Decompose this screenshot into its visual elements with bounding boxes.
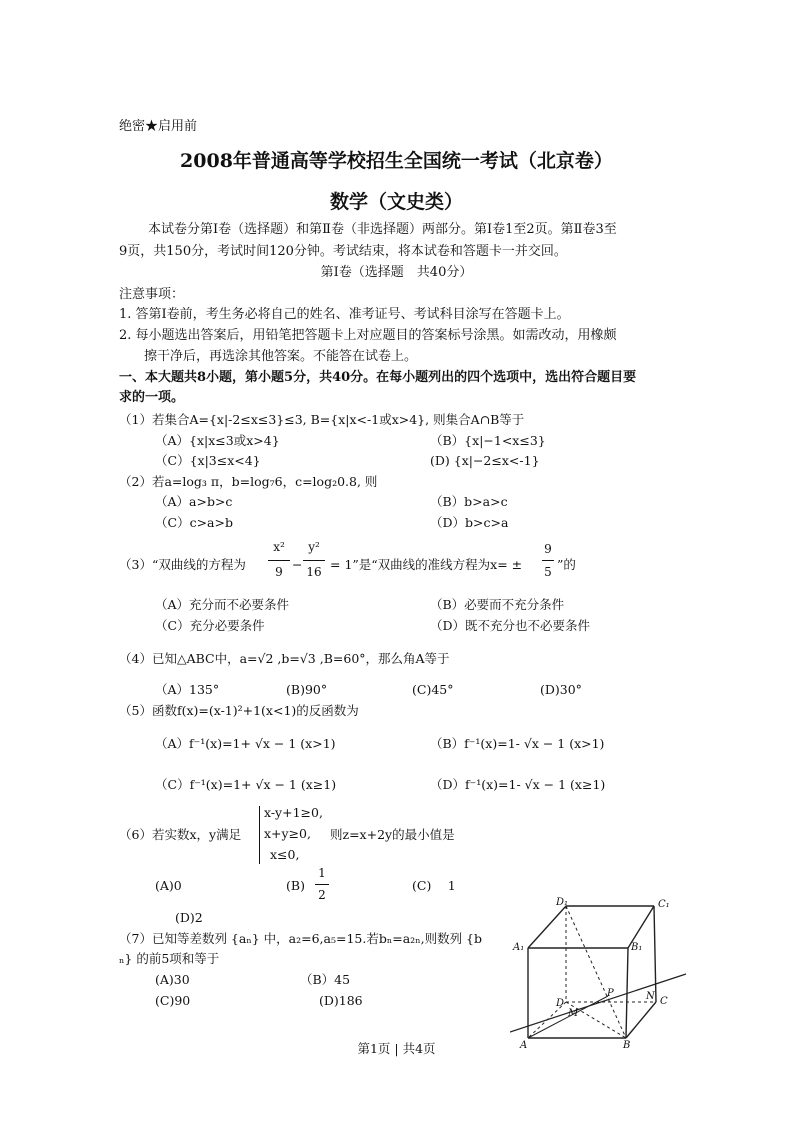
label-b: B	[623, 1040, 631, 1051]
q3-option-b: （B）必要而不充分条件	[430, 597, 565, 612]
q6-option-a: (A)0	[155, 878, 182, 893]
notice-item-1: 1. 答第Ⅰ卷前，考生务必将自己的姓名、准考证号、考试科目涂写在答题卡上。	[119, 307, 570, 322]
intro-line-1: 本试卷分第Ⅰ卷（选择题）和第Ⅱ卷（非选择题）两部分。第Ⅰ卷1至2页。第Ⅱ卷3至	[148, 222, 617, 237]
label-d1: D₁	[556, 897, 569, 908]
edge-c1c	[654, 906, 656, 1002]
q3-frac2-bar	[303, 560, 325, 561]
q3-frac3-num: 9	[544, 542, 552, 556]
q5-option-b: （B）f⁻¹(x)=1- √x − 1 (x>1)	[430, 736, 605, 751]
q6-b-frac-bar	[315, 884, 329, 885]
q1-stem: （1）若集合A={x|-2≤x≤3}≤3, B={x|x<-1或x>4}, 则集合A∩B等于	[119, 412, 525, 427]
label-a: A	[520, 1040, 528, 1051]
label-b1: B₁	[631, 942, 643, 953]
q6-option-c: (C) 1	[412, 878, 456, 893]
q6-constraint-1: x-y+1≥0,	[264, 805, 323, 820]
q3-frac1-den: 9	[275, 565, 283, 579]
q3-option-a: （A）充分而不必要条件	[155, 597, 290, 612]
q5-option-d: （D）f⁻¹(x)=1- √x − 1 (x≥1)	[430, 777, 606, 792]
q3-frac3-bar	[542, 560, 554, 561]
q7-stem-cont: ₙ} 的前5项和等于	[119, 951, 220, 966]
q5-stem: （5）函数f(x)=(x-1)²+1(x<1)的反函数为	[119, 703, 359, 718]
exam-subtitle: 数学（文史类）	[329, 191, 463, 213]
q4-stem: （4）已知△ABC中，a=√2 ,b=√3 ,B=60°，那么角A等于	[119, 651, 450, 666]
q4-option-b: (B)90°	[286, 682, 328, 697]
q5-option-c: （C）f⁻¹(x)=1+ √x − 1 (x≥1)	[155, 777, 337, 792]
q4-option-d: (D)30°	[540, 682, 582, 697]
q1-option-b: （B）{x|−1<x≤3}	[430, 433, 546, 448]
q4-option-a: （A）135°	[155, 682, 220, 697]
q2-stem: （2）若a=log₃ π，b=log₇6，c=log₂0.8, 则	[119, 474, 378, 489]
q7-option-d: (D)186	[319, 993, 363, 1008]
intro-line-2: 9页，共150分，考试时间120分钟。考试结束，将本试卷和答题卡一并交回。	[119, 244, 567, 259]
q4-option-c: (C)45°	[412, 682, 454, 697]
part1-instruction: 一、本大题共8小题，第小题5分，共40分。在每小题列出的四个选项中，选出符合题目要	[119, 370, 637, 385]
part1-instruction-cont: 求的一项。	[119, 390, 185, 405]
label-n: N	[646, 991, 655, 1002]
q3-minus: −	[292, 557, 303, 572]
label-p: P	[607, 988, 614, 999]
q3-option-c: （C）充分必要条件	[155, 618, 265, 633]
q3-frac2-num: y²	[308, 540, 320, 554]
q2-option-d: （D）b>c>a	[430, 515, 509, 530]
confidential-mark: 绝密★启用前	[119, 119, 198, 134]
notice-item-2-cont: 擦干净后，再选涂其他答案。不能答在试卷上。	[144, 349, 418, 364]
q3-frac1-num: x²	[273, 540, 285, 554]
q2-option-a: （A）a>b>c	[155, 494, 233, 509]
q6-b-frac-den: 2	[318, 888, 326, 902]
q7-option-a: (A)30	[155, 972, 190, 987]
q3-frac3-den: 5	[544, 565, 552, 579]
q2-option-b: （B）b>a>c	[430, 494, 508, 509]
label-c: C	[660, 996, 668, 1007]
q6-option-b: (B)	[286, 878, 305, 893]
exam-title: 2008年普通高等学校招生全国统一考试（北京卷）	[180, 150, 613, 172]
q6-b-frac-num: 1	[318, 866, 326, 880]
label-a1: A₁	[513, 942, 525, 953]
notice-item-2: 2. 每小题选出答案后，用铅笔把答题卡上对应题目的答案标号涂黑。如需改动，用橡颇	[119, 328, 617, 343]
q3-frac2-den: 16	[306, 565, 322, 579]
cube-figure	[510, 892, 690, 1052]
q6-stem-post: 则z=x+2y的最小值是	[330, 827, 455, 842]
label-m: M	[568, 1008, 579, 1019]
section1-title: 第Ⅰ卷（选择题 共40分）	[320, 265, 473, 280]
q3-stem-post: ”的	[557, 557, 576, 572]
edge-d1a1	[528, 906, 566, 948]
q7-option-c: (C)90	[155, 993, 191, 1008]
q6-constraint-3: x≤0,	[270, 847, 300, 862]
q1-option-c: （C）{x|3≤x<4}	[155, 453, 261, 468]
q2-option-c: （C）c>a>b	[155, 515, 233, 530]
notice-heading: 注意事项：	[119, 287, 185, 302]
q3-stem-mid: = 1”是“双曲线的准线方程为x= ±	[330, 557, 523, 572]
label-c1: C₁	[658, 899, 670, 910]
label-d: D	[556, 998, 565, 1009]
q1-option-a: （A）{x|x≤3或x>4}	[155, 433, 280, 448]
q5-option-a: （A）f⁻¹(x)=1+ √x − 1 (x>1)	[155, 736, 336, 751]
q7-stem: （7）已知等差数列 {aₙ} 中，a₂=6,a₅=15.若bₙ=a₂ₙ,则数列 {b	[119, 931, 483, 946]
edge-bc	[626, 1002, 656, 1038]
q1-option-d: (D) {x|−2≤x<-1}	[430, 453, 540, 468]
q3-stem-pre: （3）“双曲线的方程为	[119, 557, 246, 572]
q6-constraint-2: x+y≥0,	[264, 826, 311, 841]
page-footer: 第1页 | 共4页	[357, 1041, 436, 1056]
q6-option-d: (D)2	[175, 910, 203, 925]
q3-option-d: （D）既不充分也不必要条件	[430, 618, 591, 633]
q7-option-b: （B）45	[300, 972, 351, 987]
q3-frac1-bar	[268, 560, 290, 561]
q6-stem-pre: （6）若实数x，y满足	[119, 827, 242, 842]
